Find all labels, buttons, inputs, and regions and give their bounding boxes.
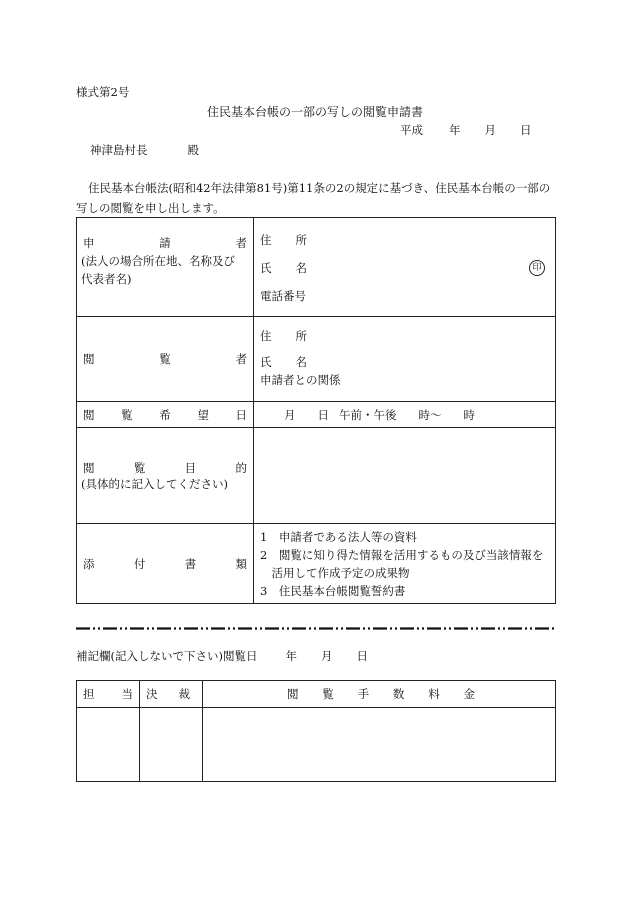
attachments-row [77,524,556,604]
applicant-address-label: 住 所 [260,233,307,247]
purpose-note: (具体的に記入してください) [81,476,228,491]
viewer-label-char: 覧 [159,352,171,366]
date-request-label [77,402,254,428]
attachments-label-char: 類 [235,556,247,571]
date-day: 日 [520,123,532,137]
applicant-note-line: (法人の場合所在地、名称及び [81,254,235,268]
date-era: 平成 [400,123,423,137]
fee-char: 金 [463,687,475,701]
office-use-body [77,708,556,782]
applicant-label-char: 者 [235,236,247,250]
date-label-char: 閲 [83,407,95,422]
attachment-item: 活用して作成予定の成果物 [260,565,410,580]
date-label-char: 望 [197,407,209,422]
note-month: 月 [320,649,333,663]
approval-header [140,681,203,708]
charge-char: 当 [121,687,133,701]
form-number: 様式第2号 [76,85,130,99]
date-month: 月 [484,123,496,137]
addressee [90,142,199,158]
viewer-row [77,317,556,402]
office-use-header [77,681,556,708]
date-request-row [77,402,556,428]
addressee-name: 神津島村長 [90,143,148,157]
fee-header [203,681,556,708]
approval-char: 決 [146,687,158,701]
date-request-time-from: 時〜 [418,407,442,422]
supplementary-note [76,648,368,664]
addressee-honorific: 殿 [187,143,199,157]
date-request-value-cell[interactable] [254,402,556,428]
attachments-label [77,524,254,604]
fee-char: 手 [357,687,370,701]
date-label-char: 希 [159,407,171,422]
note-year: 年 [285,649,297,663]
charge-header [77,681,140,708]
charge-cell [77,708,140,782]
date-year: 年 [449,123,461,137]
charge-char: 担 [83,687,95,701]
fee-char: 数 [392,687,405,701]
applicant-name-label: 氏 名 [260,261,307,275]
office-use-table [76,680,556,782]
attachments-value-cell [254,524,556,604]
note-day: 日 [356,649,368,663]
applicant-value-cell[interactable] [254,218,556,317]
applicant-label-char: 請 [159,236,171,250]
application-table [76,217,556,604]
purpose-label-char: 目 [184,460,197,475]
submission-date [400,122,532,138]
attachments-label-char: 付 [133,556,146,571]
viewer-relation-label: 申請者との関係 [260,373,341,387]
attachment-item: 2 閲覧に知り得た情報を活用するもの及び当該情報を [260,547,544,562]
purpose-label-char: 的 [235,460,247,475]
seal-mark: 印 [529,260,545,276]
fee-cell [203,708,556,782]
viewer-label-char: 閲 [83,352,95,366]
dash-dot-divider [76,627,556,630]
note-text: 補記欄(記入しないで下さい)閲覧日 [76,649,258,663]
purpose-label [77,428,254,524]
approval-char: 裁 [178,687,190,701]
fee-char: 覧 [322,687,334,701]
viewer-address-label: 住 所 [260,329,307,343]
body-text: 住民基本台帳法(昭和42年法律第81号)第11条の2の規定に基づき、住民基本台帳の一部の写しの閲覧を申し出します。 [76,181,551,215]
applicant-row [77,218,556,317]
date-request-day: 日 [317,407,329,422]
attachments-label-char: 添 [83,556,95,571]
attachment-item: 1 申請者である法人等の資料 [260,529,417,544]
applicant-label [77,218,254,317]
purpose-value-cell[interactable] [254,428,556,524]
applicant-label-char: 申 [83,236,95,250]
date-label-char: 日 [235,407,247,422]
applicant-phone-label: 電話番号 [260,289,306,303]
viewer-label-char: 者 [235,352,247,366]
purpose-label-char: 覧 [133,460,146,475]
viewer-name-label: 氏 名 [260,355,307,369]
purpose-row [77,428,556,524]
viewer-label [77,317,254,402]
date-request-time-to: 時 [463,407,475,422]
fee-char: 料 [428,687,440,701]
attachments-label-char: 書 [184,556,197,571]
document-title: 住民基本台帳の一部の写しの閲覧申請書 [206,105,423,119]
purpose-label-char: 閲 [83,460,95,475]
date-request-month: 月 [284,407,296,422]
fee-char: 閲 [287,687,299,701]
approval-cell [140,708,203,782]
date-request-ampm: 午前・午後 [339,407,397,422]
date-label-char: 覧 [121,407,133,422]
applicant-note-line: 代表者名) [81,272,132,286]
viewer-value-cell[interactable] [254,317,556,402]
attachment-item: 3 住民基本台帳閲覧誓約書 [260,583,406,598]
